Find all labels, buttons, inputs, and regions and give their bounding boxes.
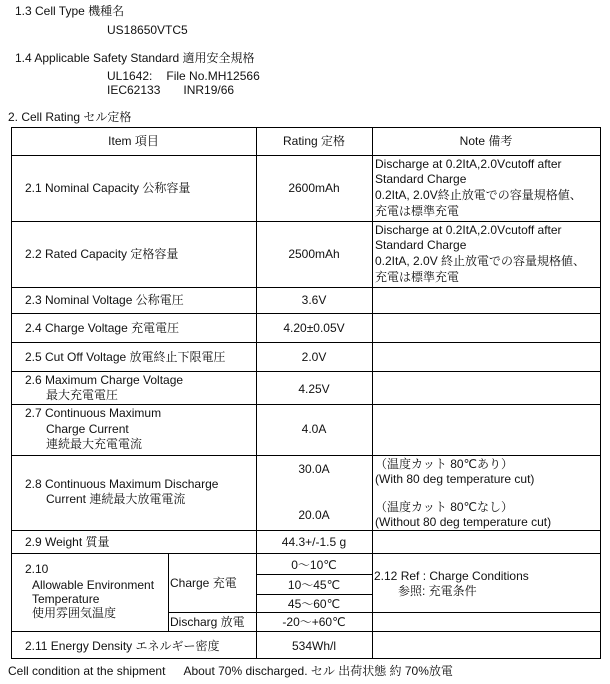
item-label: 2.9 Weight 質量: [25, 535, 110, 549]
item-label: 2.3 Nominal Voltage 公称電圧: [25, 293, 184, 307]
note-line: (Without 80 deg temperature cut): [375, 515, 552, 529]
note-line: 参照: 充電条件: [398, 584, 477, 598]
charge-range: 10～45℃: [287, 578, 341, 592]
note-line: （温度カット 80℃あり）: [375, 457, 514, 471]
note-line: 0.2ItA, 2.0V終止放電での容量規格値、: [375, 188, 582, 202]
item-label: Charge Current: [46, 422, 129, 436]
shipment-label: Cell condition at the shipment: [8, 664, 166, 678]
item-label: 2.5 Cut Off Voltage 放電終止下限電圧: [25, 350, 226, 364]
rating-value: 4.20±0.05V: [283, 321, 345, 335]
item-label: 最大充電電圧: [46, 388, 119, 402]
standard-name: IEC62133: [107, 83, 161, 97]
standard-ref: File No.MH12566: [166, 69, 260, 83]
item-label: 2.10: [25, 562, 49, 576]
item-label: 2.1 Nominal Capacity 公称容量: [25, 181, 191, 195]
item-label: Current 連続最大放電電流: [46, 492, 186, 506]
item-label: 2.2 Rated Capacity 定格容量: [25, 247, 179, 261]
item-label: 2.11 Energy Density エネルギー密度: [25, 639, 220, 653]
note-line: Discharge at 0.2ItA,2.0Vcutoff after: [375, 223, 562, 237]
note-line: Standard Charge: [375, 238, 467, 252]
item-label: Temperature: [32, 592, 100, 606]
cell-rating-heading: 2. Cell Rating セル定格: [8, 110, 132, 124]
charge-range: 45～60℃: [287, 597, 341, 611]
header-item: Item 項目: [108, 134, 159, 148]
item-label: 2.8 Continuous Maximum Discharge: [25, 477, 219, 491]
note-line: (With 80 deg temperature cut): [375, 472, 535, 486]
rating-value: 20.0A: [298, 508, 330, 522]
note-line: Standard Charge: [375, 172, 467, 186]
note-line: 0.2ItA, 2.0V 終止放電での容量規格値、: [375, 254, 586, 268]
rating-value: 2.0V: [301, 350, 327, 364]
safety-standard-heading: 1.4 Applicable Safety Standard 適用安全規格: [15, 51, 255, 65]
rating-value: 2500mAh: [288, 247, 340, 261]
header-rating: Rating 定格: [282, 134, 346, 148]
header-note: Note 備考: [459, 134, 513, 148]
charge-range: 0～10℃: [291, 558, 337, 572]
safety-standard-iec: [107, 83, 234, 97]
item-label: 2.6 Maximum Charge Voltage: [25, 373, 184, 387]
shipment-value: About 70% discharged. セル 出荷状態 約 70%放電: [183, 664, 453, 678]
item-label: 連続最大充電電流: [46, 437, 143, 451]
rating-value: 30.0A: [298, 462, 330, 476]
rating-value: 534Wh/l: [291, 639, 337, 653]
rating-value: 4.25V: [298, 382, 330, 396]
discharge-range: -20～+60℃: [282, 615, 346, 629]
note-line: 充電は標準充電: [375, 270, 460, 284]
note-line: 2.12 Ref : Charge Conditions: [374, 569, 529, 583]
note-line: 充電は標準充電: [375, 204, 460, 218]
shipment-condition: [8, 664, 453, 678]
item-label: 2.4 Charge Voltage 充電電圧: [25, 321, 180, 335]
discharge-label: Discharg 放電: [170, 615, 245, 629]
item-label: Allowable Environment: [32, 578, 155, 592]
rating-value: 4.0A: [301, 422, 327, 436]
cell-type-value: US18650VTC5: [107, 23, 188, 37]
note-line: Discharge at 0.2ItA,2.0Vcutoff after: [375, 157, 562, 171]
note-line: （温度カット 80℃なし）: [375, 500, 514, 514]
rating-value: 44.3+/-1.5 g: [281, 535, 347, 549]
rating-value: 2600mAh: [288, 181, 340, 195]
cell-type-heading: 1.3 Cell Type 機種名: [15, 4, 125, 18]
rating-value: 3.6V: [301, 293, 327, 307]
charge-label: Charge 充電: [170, 576, 237, 590]
item-label: 2.7 Continuous Maximum: [25, 406, 162, 420]
safety-standard-ul: [107, 69, 260, 83]
standard-ref: INR19/66: [183, 83, 235, 97]
item-label: 使用雰囲気温度: [32, 606, 117, 620]
standard-name: UL1642:: [107, 69, 153, 83]
